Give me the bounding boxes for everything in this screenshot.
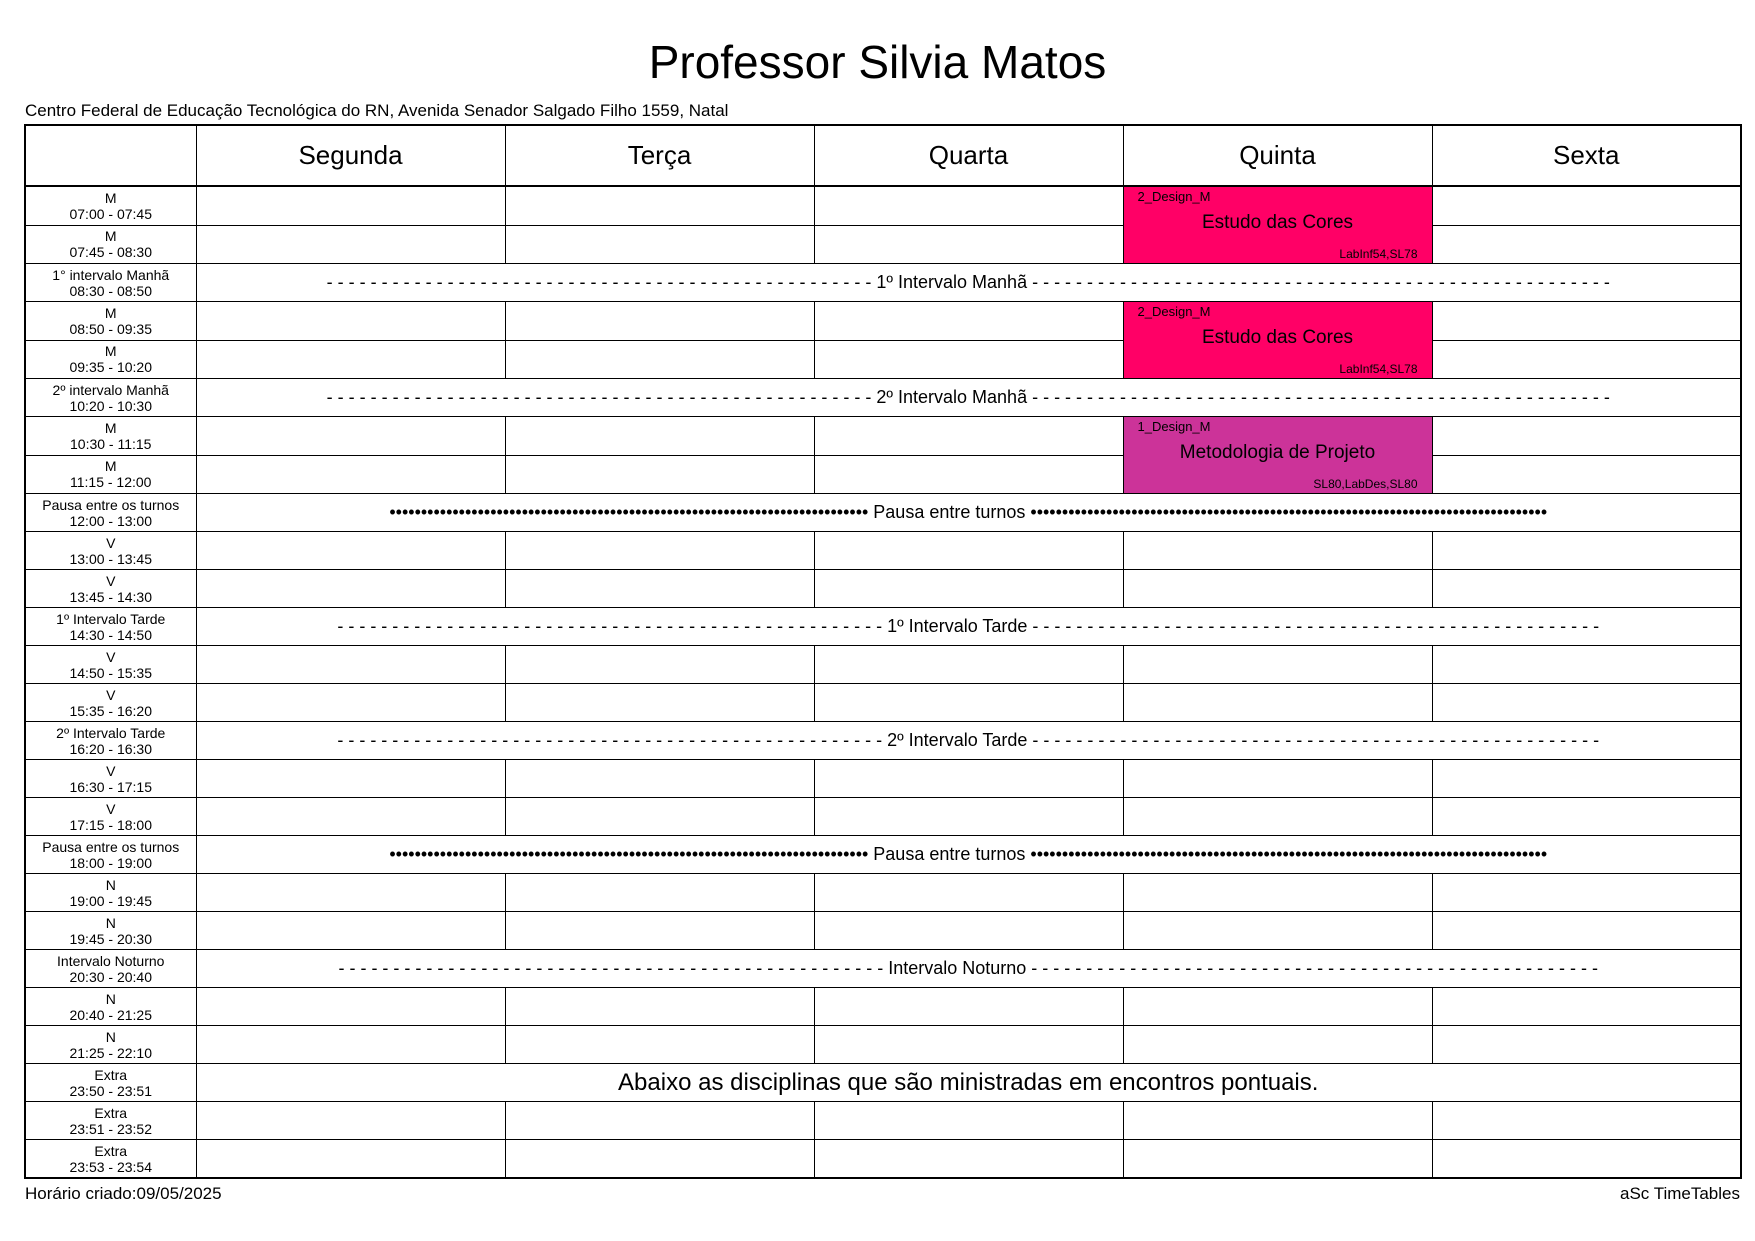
slot-label: N <box>105 1028 116 1045</box>
empty-cell <box>505 798 814 836</box>
lesson-subject: Estudo das Cores <box>1201 212 1354 233</box>
break-row <box>25 836 1741 874</box>
empty-cell <box>1432 684 1741 722</box>
empty-cell <box>196 874 505 912</box>
slot-label: V <box>106 762 116 779</box>
slot-header <box>25 836 196 874</box>
empty-cell <box>196 532 505 570</box>
break-row <box>25 608 1741 646</box>
empty-cell <box>814 417 1123 456</box>
empty-cell <box>196 186 505 225</box>
break-banner: •••••••••••••••••••••••••••••••••••••••••••••••••••••••••••••••••••••••••••• Pausa entre turnos •••••••••••••••••••••••••••••••••••••••••••••••••••••••••••••••••••••••••••••••••• <box>196 494 1741 532</box>
slot-label: Extra <box>94 1066 128 1083</box>
slot-time: 19:00 - 19:45 <box>69 892 152 909</box>
slot-label: V <box>106 686 116 703</box>
slot-label: Intervalo Noturno <box>57 952 165 969</box>
timetable-row <box>25 570 1741 608</box>
slot-time: 11:15 - 12:00 <box>70 474 152 491</box>
slot-label: V <box>106 648 116 665</box>
slot-header <box>25 417 196 456</box>
empty-cell <box>196 988 505 1026</box>
empty-cell <box>196 798 505 836</box>
slot-time: 15:35 - 16:20 <box>69 702 152 719</box>
empty-cell <box>1432 455 1741 494</box>
slot-header <box>25 379 196 417</box>
empty-cell <box>814 186 1123 225</box>
slot-label: 1º Intervalo Tarde <box>56 610 166 627</box>
timetable-row <box>25 1140 1741 1179</box>
empty-cell <box>505 417 814 456</box>
lesson-group: 2_Design_M <box>1137 189 1211 204</box>
empty-cell <box>505 1140 814 1179</box>
empty-cell <box>1432 417 1741 456</box>
empty-cell <box>196 912 505 950</box>
empty-cell <box>196 455 505 494</box>
empty-cell <box>1123 532 1432 570</box>
timetable-row <box>25 684 1741 722</box>
slot-label: 2º Intervalo Tarde <box>56 724 166 741</box>
slot-time: 13:00 - 13:45 <box>69 550 152 567</box>
created-date: Horário criado:09/05/2025 <box>25 1184 222 1203</box>
slot-time: 08:30 - 08:50 <box>69 282 152 299</box>
slot-header <box>25 798 196 836</box>
empty-cell <box>505 646 814 684</box>
slot-header <box>25 302 196 341</box>
timetable-row <box>25 186 1741 225</box>
break-banner: - - - - - - - - - - - - - - - - - - - - - - - - - - - - - - - - - - - - - - - - - - - - - - - - - - 1º Intervalo Tarde - - - - - - - - - - - - - - - - - - - - - - - - - - - - - - - - - - - - - - - - - - - - - - - - - - - - <box>196 608 1741 646</box>
slot-label: 1° intervalo Manhã <box>52 266 170 283</box>
slot-label: M <box>104 343 117 360</box>
empty-cell <box>1432 1140 1741 1179</box>
break-banner: - - - - - - - - - - - - - - - - - - - - - - - - - - - - - - - - - - - - - - - - - - - - - - - - - - Intervalo Noturno - - - - - - - - - - - - - - - - - - - - - - - - - - - - - - - - - - - - - - - - - - - - - - - - - - - - <box>196 950 1741 988</box>
empty-cell <box>505 988 814 1026</box>
empty-cell <box>1123 1102 1432 1140</box>
lesson-group: 1_Design_M <box>1137 419 1211 434</box>
timetable <box>24 124 1742 1179</box>
day-header-quinta: Quinta <box>1123 125 1432 186</box>
slot-label: V <box>106 534 116 551</box>
slot-time: 18:00 - 19:00 <box>69 854 152 871</box>
slot-label: Extra <box>94 1142 128 1159</box>
empty-cell <box>1432 186 1741 225</box>
slot-header <box>25 874 196 912</box>
empty-cell <box>1432 912 1741 950</box>
empty-cell <box>505 570 814 608</box>
slot-label: N <box>105 876 116 893</box>
slot-label: M <box>104 458 117 475</box>
slot-header <box>25 912 196 950</box>
empty-cell <box>814 798 1123 836</box>
slot-time: 19:45 - 20:30 <box>69 930 152 947</box>
slot-time: 13:45 - 14:30 <box>69 588 152 605</box>
empty-cell <box>814 302 1123 341</box>
empty-cell <box>505 760 814 798</box>
timetable-row <box>25 417 1741 456</box>
slot-header <box>25 186 196 225</box>
day-header-row <box>25 125 1741 186</box>
empty-cell <box>1123 874 1432 912</box>
empty-cell <box>196 340 505 379</box>
slot-header <box>25 494 196 532</box>
slot-header <box>25 608 196 646</box>
empty-cell <box>1123 1026 1432 1064</box>
break-row <box>25 494 1741 532</box>
slot-header <box>25 988 196 1026</box>
lesson-room: SL80,LabDes,SL80 <box>1313 477 1418 491</box>
empty-cell <box>196 302 505 341</box>
day-header-segunda: Segunda <box>196 125 505 186</box>
empty-cell <box>196 570 505 608</box>
slot-header <box>25 340 196 379</box>
empty-cell <box>505 1026 814 1064</box>
empty-cell <box>814 225 1123 264</box>
slot-label: M <box>104 189 117 206</box>
slot-time: 12:00 - 13:00 <box>69 512 152 529</box>
timetable-row <box>25 988 1741 1026</box>
break-row <box>25 264 1741 302</box>
empty-cell <box>814 455 1123 494</box>
slot-time: 23:53 - 23:54 <box>69 1158 152 1175</box>
empty-cell <box>1432 570 1741 608</box>
slot-header <box>25 646 196 684</box>
lesson-card[interactable] <box>1123 417 1432 494</box>
empty-cell <box>814 760 1123 798</box>
empty-cell <box>1123 570 1432 608</box>
slot-time: 09:35 - 10:20 <box>69 359 152 376</box>
slot-header <box>25 532 196 570</box>
empty-cell <box>1432 874 1741 912</box>
slot-label: 2º intervalo Manhã <box>52 381 169 398</box>
day-header-terca: Terça <box>505 125 814 186</box>
empty-cell <box>196 1102 505 1140</box>
slot-label: V <box>106 800 116 817</box>
empty-cell <box>814 1140 1123 1179</box>
break-row <box>25 722 1741 760</box>
slot-time: 07:45 - 08:30 <box>69 244 152 261</box>
timetable-row <box>25 760 1741 798</box>
slot-time: 10:20 - 10:30 <box>69 397 152 414</box>
app-credit: aSc TimeTables <box>1620 1184 1740 1203</box>
school-address: Centro Federal de Educação Tecnológica do RN, Avenida Senador Salgado Filho 1559, Natal <box>25 101 729 120</box>
slot-time: 20:40 - 21:25 <box>69 1006 152 1023</box>
empty-cell <box>814 646 1123 684</box>
empty-cell <box>1432 225 1741 264</box>
empty-cell <box>814 684 1123 722</box>
empty-cell <box>196 1140 505 1179</box>
extra-note: Abaixo as disciplinas que são ministradas em encontros pontuais. <box>196 1064 1741 1102</box>
empty-cell <box>1123 1140 1432 1179</box>
break-banner: - - - - - - - - - - - - - - - - - - - - - - - - - - - - - - - - - - - - - - - - - - - - - - - - - - 2º Intervalo Manhã - - - - - - - - - - - - - - - - - - - - - - - - - - - - - - - - - - - - - - - - - - - - - - - - - - - - - <box>196 379 1741 417</box>
timetable-row <box>25 874 1741 912</box>
timetable-row <box>25 302 1741 341</box>
page-title: Professor Silvia Matos <box>648 36 1107 88</box>
slot-time: 14:50 - 15:35 <box>69 664 152 681</box>
slot-time: 17:15 - 18:00 <box>69 816 152 833</box>
empty-cell <box>1432 1026 1741 1064</box>
slot-header <box>25 455 196 494</box>
slot-label: Pausa entre os turnos <box>42 496 180 513</box>
lesson-group: 2_Design_M <box>1137 304 1211 319</box>
lesson-room: LabInf54,SL78 <box>1339 247 1418 261</box>
slot-label: M <box>104 228 117 245</box>
empty-cell <box>814 1102 1123 1140</box>
timetable-row <box>25 912 1741 950</box>
empty-cell <box>505 225 814 264</box>
extra-note-row <box>25 1064 1741 1102</box>
empty-cell <box>814 912 1123 950</box>
lesson-card[interactable] <box>1123 302 1432 379</box>
slot-time: 23:50 - 23:51 <box>69 1082 152 1099</box>
slot-label: V <box>106 572 116 589</box>
timetable-row <box>25 798 1741 836</box>
timetable-row <box>25 455 1741 494</box>
empty-cell <box>1123 912 1432 950</box>
slot-header <box>25 760 196 798</box>
break-banner: - - - - - - - - - - - - - - - - - - - - - - - - - - - - - - - - - - - - - - - - - - - - - - - - - - 2º Intervalo Tarde - - - - - - - - - - - - - - - - - - - - - - - - - - - - - - - - - - - - - - - - - - - - - - - - - - - - <box>196 722 1741 760</box>
day-header-sexta: Sexta <box>1432 125 1741 186</box>
empty-cell <box>505 455 814 494</box>
empty-cell <box>196 225 505 264</box>
slot-header <box>25 1102 196 1140</box>
empty-cell <box>196 646 505 684</box>
break-banner: - - - - - - - - - - - - - - - - - - - - - - - - - - - - - - - - - - - - - - - - - - - - - - - - - - 1º Intervalo Manhã - - - - - - - - - - - - - - - - - - - - - - - - - - - - - - - - - - - - - - - - - - - - - - - - - - - - - <box>196 264 1741 302</box>
empty-cell <box>1123 646 1432 684</box>
empty-cell <box>814 532 1123 570</box>
empty-cell <box>1432 646 1741 684</box>
slot-time: 21:25 - 22:10 <box>69 1044 152 1061</box>
empty-cell <box>505 340 814 379</box>
lesson-room: LabInf54,SL78 <box>1339 362 1418 376</box>
lesson-subject: Metodologia de Projeto <box>1179 442 1376 463</box>
empty-cell <box>1123 684 1432 722</box>
empty-cell <box>1123 988 1432 1026</box>
slot-header <box>25 1026 196 1064</box>
empty-cell <box>1123 760 1432 798</box>
empty-cell <box>505 532 814 570</box>
lesson-card[interactable] <box>1123 186 1432 264</box>
slot-time: 20:30 - 20:40 <box>69 968 152 985</box>
slot-header <box>25 570 196 608</box>
empty-cell <box>814 1026 1123 1064</box>
slot-label: Pausa entre os turnos <box>42 838 180 855</box>
empty-cell <box>814 340 1123 379</box>
slot-label: N <box>105 914 116 931</box>
break-banner: •••••••••••••••••••••••••••••••••••••••••••••••••••••••••••••••••••••••••••• Pausa entre turnos •••••••••••••••••••••••••••••••••••••••••••••••••••••••••••••••••••••••••••••••••• <box>196 836 1741 874</box>
slot-header <box>25 722 196 760</box>
timetable-row <box>25 646 1741 684</box>
slot-time: 10:30 - 11:15 <box>70 435 152 452</box>
empty-cell <box>505 912 814 950</box>
empty-cell <box>1432 1102 1741 1140</box>
empty-cell <box>505 1102 814 1140</box>
empty-cell <box>505 684 814 722</box>
timetable-row <box>25 1026 1741 1064</box>
timetable-row <box>25 532 1741 570</box>
empty-cell <box>505 302 814 341</box>
empty-cell <box>505 186 814 225</box>
empty-cell <box>196 417 505 456</box>
day-header-quarta: Quarta <box>814 125 1123 186</box>
empty-cell <box>196 760 505 798</box>
empty-cell <box>814 874 1123 912</box>
slot-label: M <box>104 419 117 436</box>
slot-header <box>25 1064 196 1102</box>
slot-time: 08:50 - 09:35 <box>69 320 152 337</box>
empty-cell <box>814 988 1123 1026</box>
slot-time: 23:51 - 23:52 <box>69 1120 152 1137</box>
slot-label: N <box>105 990 116 1007</box>
break-row <box>25 379 1741 417</box>
empty-cell <box>505 874 814 912</box>
timetable-row <box>25 340 1741 379</box>
slot-header <box>25 684 196 722</box>
empty-cell <box>196 684 505 722</box>
slot-time: 14:30 - 14:50 <box>69 626 152 643</box>
empty-cell <box>196 1026 505 1064</box>
empty-cell <box>814 570 1123 608</box>
timetable-row <box>25 225 1741 264</box>
slot-label: M <box>104 304 117 321</box>
slot-header <box>25 1140 196 1179</box>
lesson-subject: Estudo das Cores <box>1201 327 1354 348</box>
slot-header <box>25 264 196 302</box>
timetable-row <box>25 1102 1741 1140</box>
empty-cell <box>1432 302 1741 341</box>
slot-time: 16:20 - 16:30 <box>69 740 152 757</box>
slot-header <box>25 950 196 988</box>
empty-cell <box>1432 340 1741 379</box>
empty-cell <box>1432 532 1741 570</box>
empty-cell <box>1432 760 1741 798</box>
empty-cell <box>1123 798 1432 836</box>
corner-cell <box>25 125 196 186</box>
empty-cell <box>1432 798 1741 836</box>
empty-cell <box>1432 988 1741 1026</box>
slot-time: 16:30 - 17:15 <box>69 778 152 795</box>
slot-header <box>25 225 196 264</box>
break-row <box>25 950 1741 988</box>
slot-time: 07:00 - 07:45 <box>69 205 152 222</box>
slot-label: Extra <box>94 1104 128 1121</box>
